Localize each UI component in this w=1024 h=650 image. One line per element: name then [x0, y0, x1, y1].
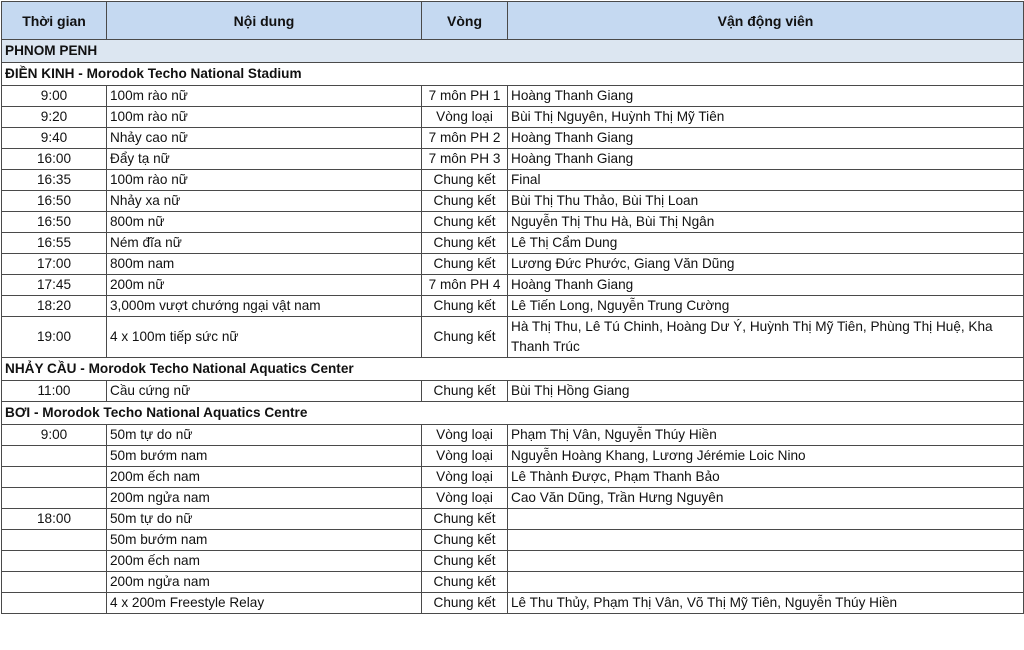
athletes-cell: Bùi Thị Nguyên, Huỳnh Thị Mỹ Tiên	[508, 107, 1024, 128]
event-cell: 200m ếch nam	[107, 551, 422, 572]
venue-title: ĐIỀN KINH - Morodok Techo National Stadium	[2, 63, 1024, 86]
time-cell: 9:00	[2, 425, 107, 446]
event-cell: 100m rào nữ	[107, 107, 422, 128]
athletes-cell: Hoàng Thanh Giang	[508, 149, 1024, 170]
event-cell: 800m nam	[107, 254, 422, 275]
round-cell: Chung kết	[422, 593, 508, 614]
time-cell: 9:00	[2, 86, 107, 107]
venue-row	[2, 63, 1024, 86]
time-cell: 11:00	[2, 381, 107, 402]
header-row	[2, 2, 1024, 40]
athletes-cell	[508, 509, 1024, 530]
athletes-cell	[508, 551, 1024, 572]
athletes-cell: Lê Thị Cẩm Dung	[508, 233, 1024, 254]
table-row	[2, 446, 1024, 467]
athletes-cell: Nguyễn Hoàng Khang, Lương Jérémie Loic Nino	[508, 446, 1024, 467]
event-cell: 3,000m vượt chướng ngại vật nam	[107, 296, 422, 317]
athletes-cell	[508, 530, 1024, 551]
time-cell	[2, 446, 107, 467]
event-cell: Nhảy xa nữ	[107, 191, 422, 212]
table-row	[2, 381, 1024, 402]
time-cell: 17:00	[2, 254, 107, 275]
event-cell: 50m tự do nữ	[107, 425, 422, 446]
schedule-body	[2, 40, 1024, 614]
round-cell: 7 môn PH 3	[422, 149, 508, 170]
round-cell: Chung kết	[422, 296, 508, 317]
event-cell: 800m nữ	[107, 212, 422, 233]
athletes-cell: Lê Thu Thủy, Phạm Thị Vân, Võ Thị Mỹ Tiên, Nguyễn Thúy Hiền	[508, 593, 1024, 614]
athletes-cell: Nguyễn Thị Thu Hà, Bùi Thị Ngân	[508, 212, 1024, 233]
table-row	[2, 425, 1024, 446]
table-row	[2, 275, 1024, 296]
header-time: Thời gian	[2, 2, 107, 40]
round-cell: 7 môn PH 1	[422, 86, 508, 107]
athletes-cell: Lê Thành Được, Phạm Thanh Bảo	[508, 467, 1024, 488]
time-cell: 18:20	[2, 296, 107, 317]
event-cell: 100m rào nữ	[107, 170, 422, 191]
table-row	[2, 530, 1024, 551]
time-cell	[2, 593, 107, 614]
event-cell: 200m ếch nam	[107, 467, 422, 488]
table-row	[2, 233, 1024, 254]
round-cell: Vòng loại	[422, 446, 508, 467]
venue-row	[2, 358, 1024, 381]
time-cell: 16:55	[2, 233, 107, 254]
round-cell: Chung kết	[422, 381, 508, 402]
round-cell: Chung kết	[422, 509, 508, 530]
athletes-cell: Lương Đức Phước, Giang Văn Dũng	[508, 254, 1024, 275]
table-row	[2, 593, 1024, 614]
table-row	[2, 551, 1024, 572]
table-row	[2, 191, 1024, 212]
city-name: PHNOM PENH	[2, 40, 1024, 63]
header-round: Vòng	[422, 2, 508, 40]
time-cell	[2, 488, 107, 509]
event-cell: Cầu cứng nữ	[107, 381, 422, 402]
time-cell	[2, 530, 107, 551]
event-cell: 200m ngửa nam	[107, 572, 422, 593]
athletes-cell: Hoàng Thanh Giang	[508, 128, 1024, 149]
event-cell: 4 x 100m tiếp sức nữ	[107, 317, 422, 358]
athletes-cell: Bùi Thị Hồng Giang	[508, 381, 1024, 402]
round-cell: Chung kết	[422, 317, 508, 358]
athletes-cell: Cao Văn Dũng, Trần Hưng Nguyên	[508, 488, 1024, 509]
time-cell: 17:45	[2, 275, 107, 296]
event-cell: Nhảy cao nữ	[107, 128, 422, 149]
athletes-cell: Phạm Thị Vân, Nguyễn Thúy Hiền	[508, 425, 1024, 446]
time-cell: 9:20	[2, 107, 107, 128]
event-cell: 200m nữ	[107, 275, 422, 296]
table-row	[2, 317, 1024, 358]
round-cell: Chung kết	[422, 254, 508, 275]
event-cell: 100m rào nữ	[107, 86, 422, 107]
venue-title: NHẢY CẦU - Morodok Techo National Aquatics Center	[2, 358, 1024, 381]
time-cell	[2, 572, 107, 593]
table-row	[2, 572, 1024, 593]
round-cell: Vòng loại	[422, 425, 508, 446]
time-cell: 9:40	[2, 128, 107, 149]
event-cell: 50m bướm nam	[107, 446, 422, 467]
venue-row	[2, 402, 1024, 425]
table-row	[2, 212, 1024, 233]
round-cell: Vòng loại	[422, 107, 508, 128]
header-athletes: Vận động viên	[508, 2, 1024, 40]
round-cell: 7 môn PH 2	[422, 128, 508, 149]
athletes-cell: Hà Thị Thu, Lê Tú Chinh, Hoàng Dư Ý, Huỳnh Thị Mỹ Tiên, Phùng Thị Huệ, Kha Thanh Trúc	[508, 317, 1024, 358]
round-cell: Chung kết	[422, 530, 508, 551]
table-row	[2, 296, 1024, 317]
event-cell: 4 x 200m Freestyle Relay	[107, 593, 422, 614]
round-cell: 7 môn PH 4	[422, 275, 508, 296]
time-cell	[2, 467, 107, 488]
table-row	[2, 488, 1024, 509]
time-cell: 16:50	[2, 212, 107, 233]
round-cell: Chung kết	[422, 233, 508, 254]
time-cell: 19:00	[2, 317, 107, 358]
table-row	[2, 107, 1024, 128]
venue-title: BƠI - Morodok Techo National Aquatics Centre	[2, 402, 1024, 425]
event-cell: Đẩy tạ nữ	[107, 149, 422, 170]
table-row	[2, 509, 1024, 530]
round-cell: Chung kết	[422, 572, 508, 593]
round-cell: Chung kết	[422, 170, 508, 191]
header-content: Nội dung	[107, 2, 422, 40]
athletes-cell	[508, 572, 1024, 593]
table-row	[2, 149, 1024, 170]
table-row	[2, 86, 1024, 107]
athletes-cell: Bùi Thị Thu Thảo, Bùi Thị Loan	[508, 191, 1024, 212]
athletes-cell: Final	[508, 170, 1024, 191]
time-cell: 16:50	[2, 191, 107, 212]
event-cell: 50m bướm nam	[107, 530, 422, 551]
time-cell: 18:00	[2, 509, 107, 530]
athletes-cell: Hoàng Thanh Giang	[508, 86, 1024, 107]
athletes-cell: Hoàng Thanh Giang	[508, 275, 1024, 296]
event-cell: 200m ngửa nam	[107, 488, 422, 509]
event-cell: 50m tự do nữ	[107, 509, 422, 530]
table-row	[2, 254, 1024, 275]
table-row	[2, 128, 1024, 149]
round-cell: Chung kết	[422, 191, 508, 212]
round-cell: Vòng loại	[422, 488, 508, 509]
round-cell: Chung kết	[422, 212, 508, 233]
time-cell: 16:35	[2, 170, 107, 191]
time-cell: 16:00	[2, 149, 107, 170]
round-cell: Chung kết	[422, 551, 508, 572]
athletes-cell: Lê Tiến Long, Nguyễn Trung Cường	[508, 296, 1024, 317]
schedule-table	[1, 1, 1024, 614]
table-row	[2, 467, 1024, 488]
time-cell	[2, 551, 107, 572]
table-row	[2, 170, 1024, 191]
round-cell: Vòng loại	[422, 467, 508, 488]
city-row	[2, 40, 1024, 63]
event-cell: Ném đĩa nữ	[107, 233, 422, 254]
